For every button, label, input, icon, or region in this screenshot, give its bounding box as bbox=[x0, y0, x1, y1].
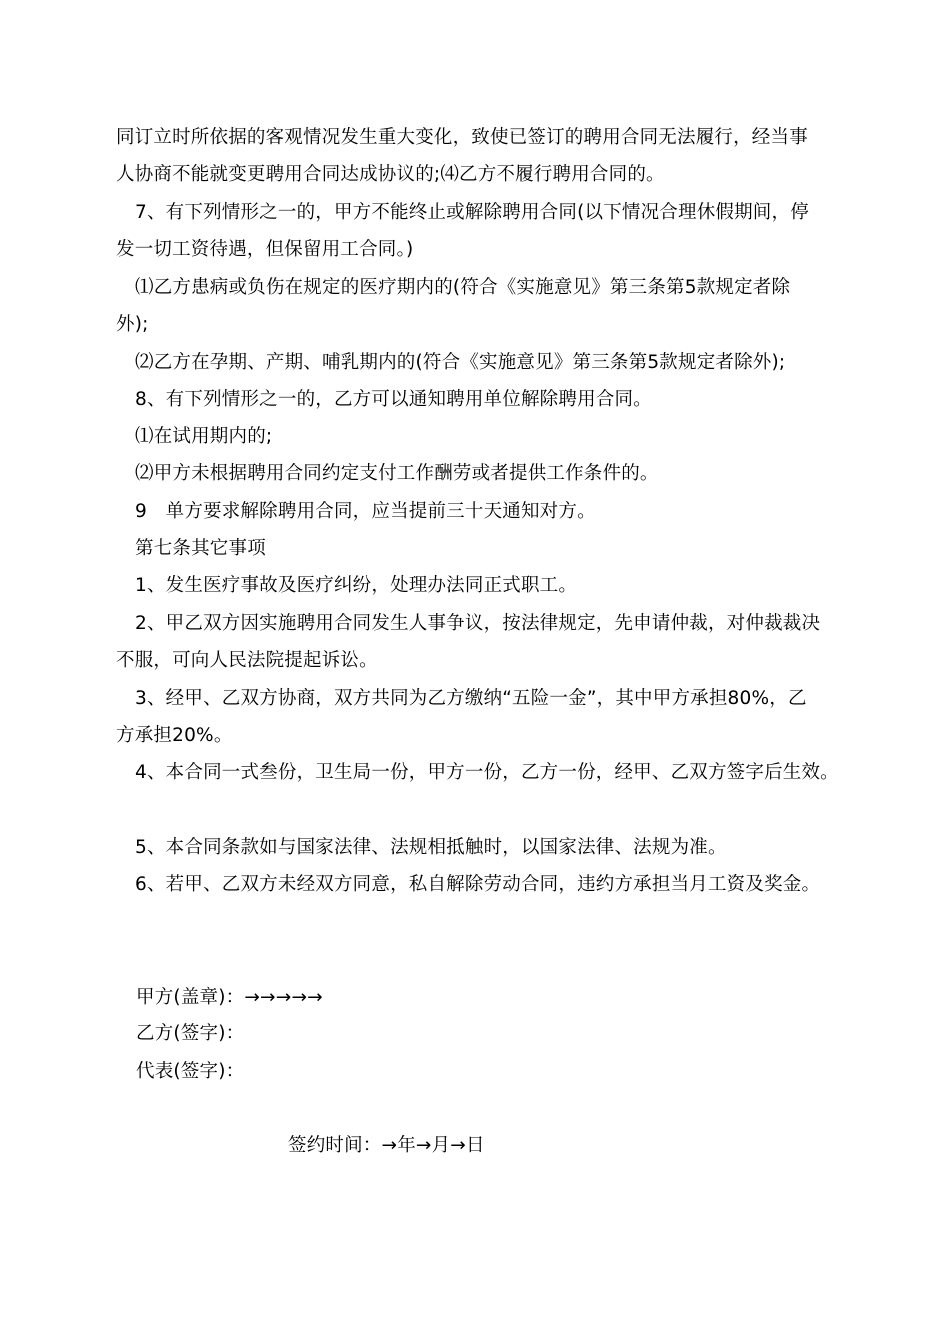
paragraph-line: ⑴在试用期内的; bbox=[135, 426, 273, 447]
paragraph-line: 5、本合同条款如与国家法律、法规相抵触时，以国家法律、法规为准。 bbox=[135, 837, 727, 858]
paragraph-line: 4、本合同一式叁份，卫生局一份，甲方一份，乙方一份，经甲、乙双方签字后生效。 bbox=[135, 762, 839, 783]
party-a-signature: 甲方(盖章)：→→→→→ bbox=[136, 987, 323, 1008]
paragraph-line: 人协商不能就变更聘用合同达成协议的;⑷乙方不履行聘用合同的。 bbox=[116, 164, 665, 185]
paragraph-line: 1、发生医疗事故及医疗纠纷，处理办法同正式职工。 bbox=[135, 575, 578, 596]
paragraph-line: 6、若甲、乙双方未经双方同意，私自解除劳动合同，违约方承担当月工资及奖金。 bbox=[135, 874, 821, 895]
paragraph-line: 9 单方要求解除聘用合同，应当提前三十天通知对方。 bbox=[135, 501, 596, 522]
paragraph-line: 外); bbox=[116, 314, 149, 335]
paragraph-line: 3、经甲、乙双方协商，双方共同为乙方缴纳“五险一金”，其中甲方承担80%，乙 bbox=[135, 688, 807, 709]
paragraph-line: 方承担20%。 bbox=[116, 725, 233, 746]
paragraph-line: 8、有下列情形之一的，乙方可以通知聘用单位解除聘用合同。 bbox=[135, 389, 652, 410]
representative-signature: 代表(签字)： bbox=[136, 1061, 245, 1082]
party-b-signature: 乙方(签字)： bbox=[136, 1023, 245, 1044]
paragraph-line: ⑴乙方患病或负伤在规定的医疗期内的(符合《实施意见》第三条第5款规定者除 bbox=[135, 277, 791, 298]
signing-date: 签约时间：→年→月→日 bbox=[288, 1135, 485, 1156]
paragraph-line: ⑵乙方在孕期、产期、哺乳期内的(符合《实施意见》第三条第5款规定者除外); bbox=[135, 352, 786, 373]
paragraph-line: 发一切工资待遇，但保留用工合同。) bbox=[116, 239, 414, 260]
paragraph-line: ⑵甲方未根据聘用合同约定支付工作酬劳或者提供工作条件的。 bbox=[135, 463, 659, 484]
paragraph-line: 2、甲乙双方因实施聘用合同发生人事争议，按法律规定，先申请仲裁，对仲裁裁决 bbox=[135, 613, 821, 634]
paragraph-line: 同订立时所依据的客观情况发生重大变化，致使已签订的聘用合同无法履行，经当事 bbox=[116, 127, 808, 148]
paragraph-line: 不服，可向人民法院提起诉讼。 bbox=[116, 650, 378, 671]
section-heading: 第七条其它事项 bbox=[135, 538, 266, 559]
paragraph-line: 7、有下列情形之一的，甲方不能终止或解除聘用合同(以下情况合理休假期间，停 bbox=[135, 202, 809, 223]
